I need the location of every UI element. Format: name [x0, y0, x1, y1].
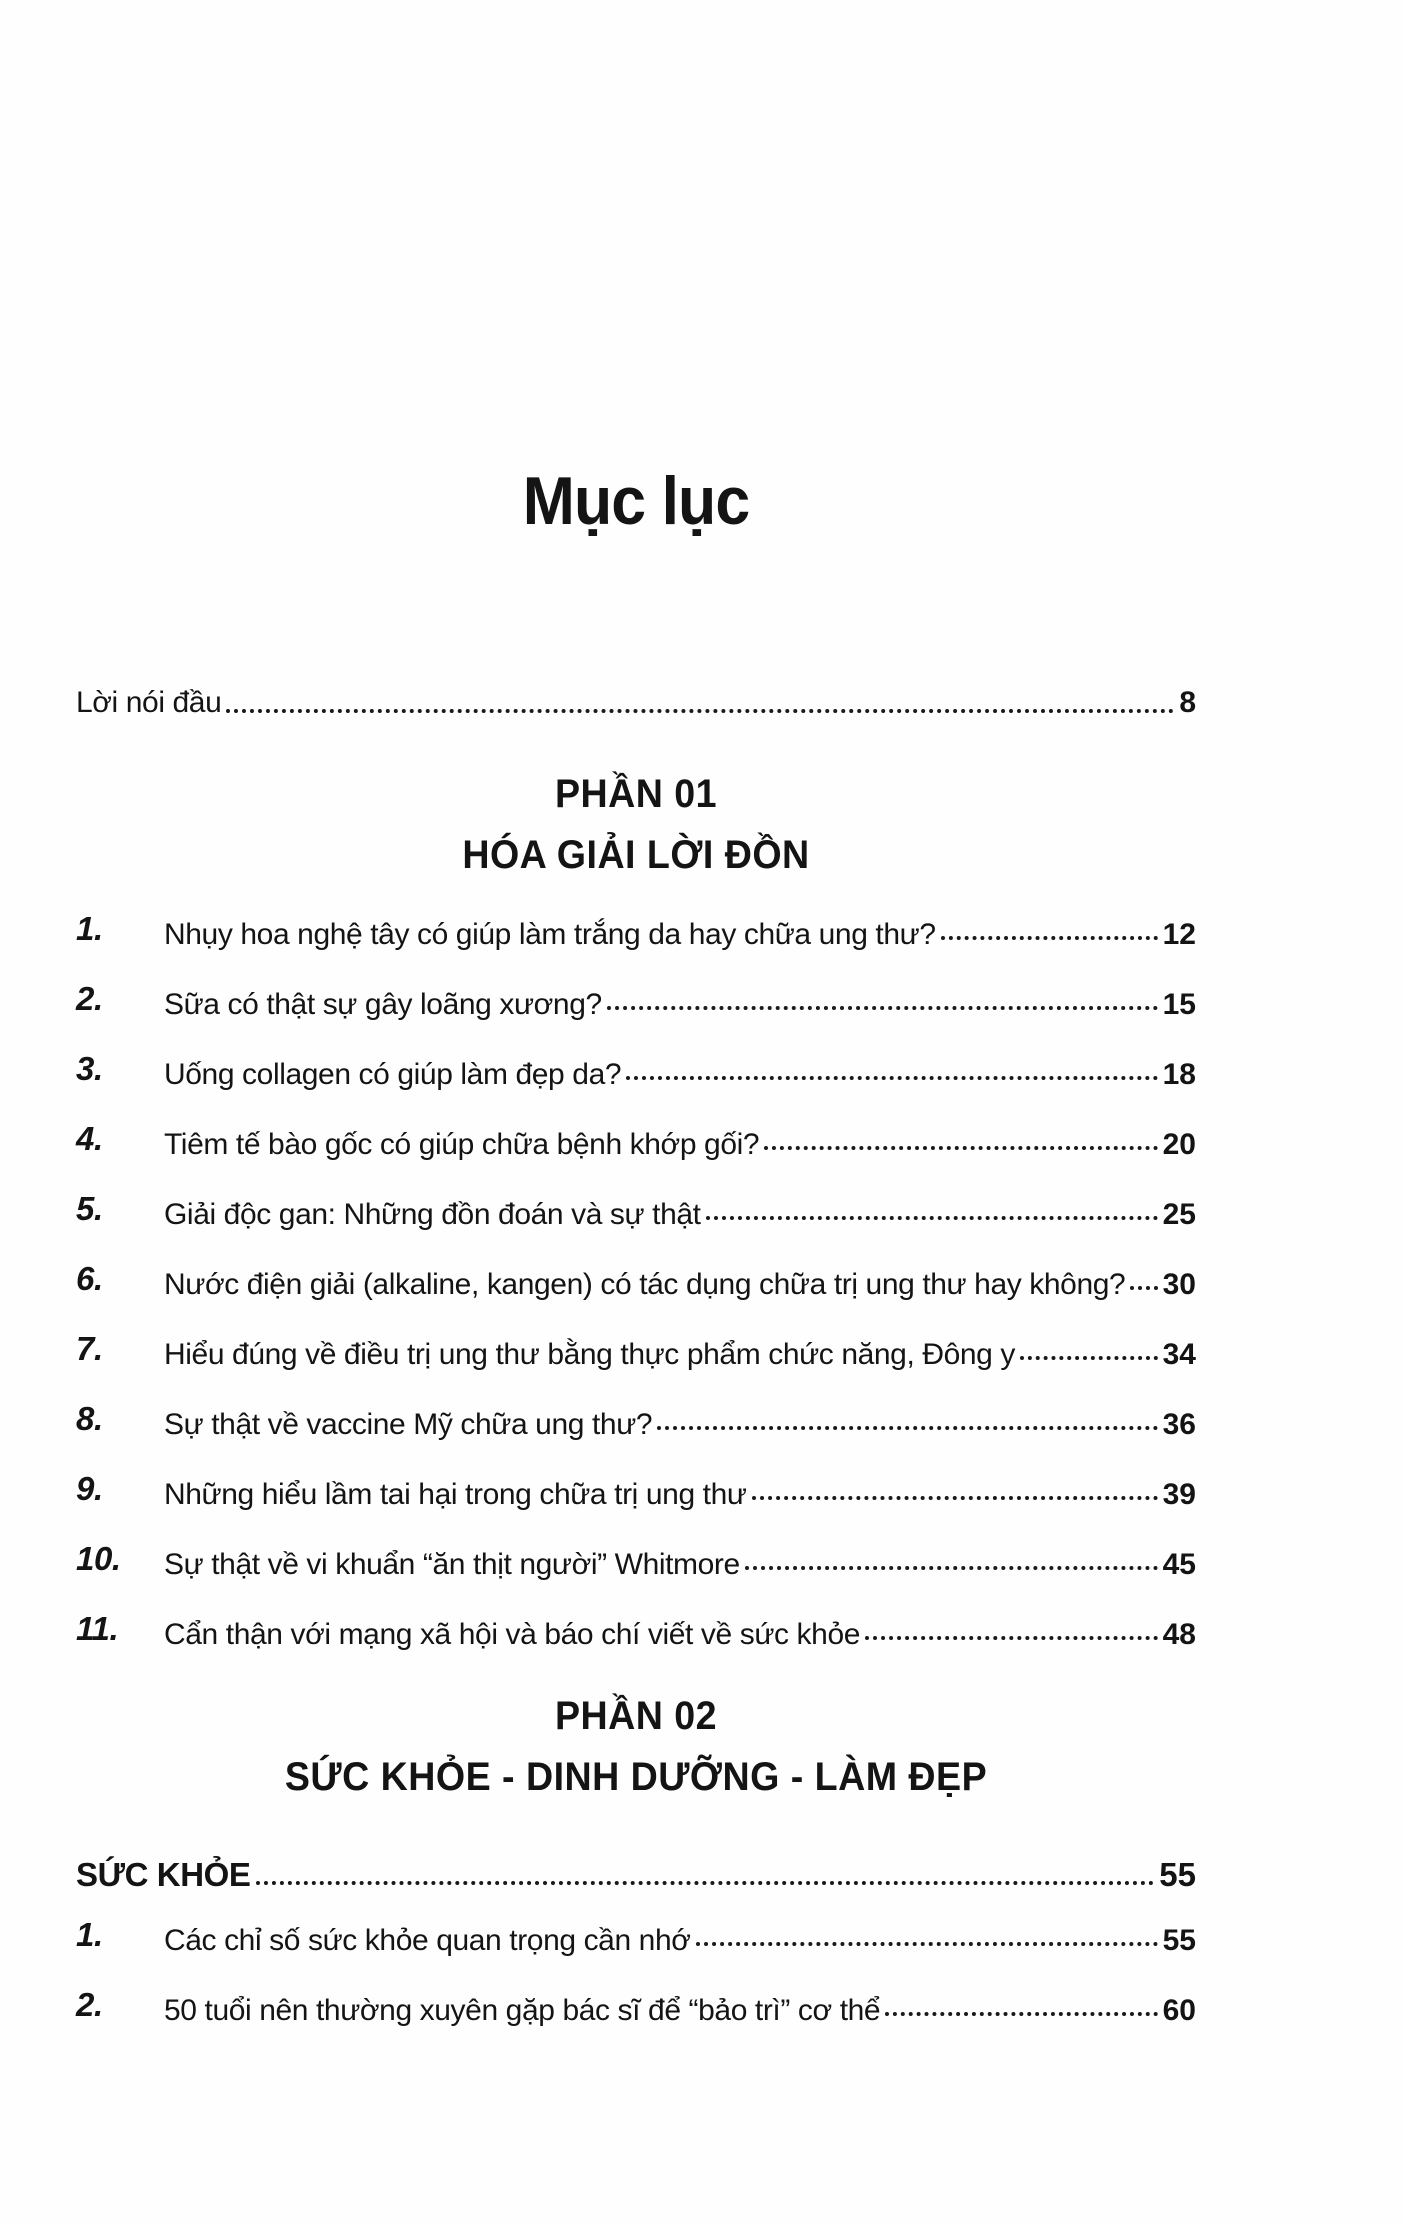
dot-leader: [752, 1496, 1158, 1500]
subsection-title: SỨC KHỎE: [76, 1856, 251, 1893]
entry-number: 11.: [76, 1610, 119, 1647]
entry-title: Sự thật về vi khuẩn “ăn thịt người” Whitmore: [164, 1548, 740, 1581]
toc-entry: [76, 1384, 1196, 1454]
entry-page-number: 55: [1162, 1924, 1196, 1957]
dot-leader: [657, 1426, 1157, 1430]
part1-heading: [110, 772, 1163, 878]
entry-title: Hiểu đúng về điều trị ung thư bằng thực phẩm chức năng, Đông y: [164, 1338, 1015, 1371]
toc-entry: [76, 1104, 1196, 1174]
entry-page-number: 36: [1162, 1408, 1196, 1441]
toc-entry: [76, 964, 1196, 1034]
subsection-page-number: 55: [1159, 1856, 1196, 1893]
entry-page-number: 48: [1162, 1618, 1196, 1651]
toc-entry: [76, 1900, 1196, 1970]
entry-title: Tiêm tế bào gốc có giúp chữa bệnh khớp gối?: [164, 1128, 760, 1161]
toc-entry: [76, 1454, 1196, 1524]
entry-title: Cẩn thận với mạng xã hội và báo chí viết về sức khỏe: [164, 1618, 861, 1651]
entry-page-number: 15: [1162, 988, 1196, 1021]
entry-number: 2.: [76, 1986, 103, 2023]
dot-leader: [745, 1566, 1158, 1570]
entry-number: 10.: [76, 1540, 121, 1577]
toc-entry: [76, 1970, 1196, 2040]
part2-items: [76, 1900, 1196, 2040]
dot-leader: [626, 1076, 1157, 1080]
toc-entry: [76, 1174, 1196, 1244]
part1-kicker: PHẦN 01: [554, 772, 718, 816]
entry-number: 6.: [76, 1260, 103, 1297]
entry-number: 1.: [76, 910, 103, 947]
entry-title: Sự thật về vaccine Mỹ chữa ung thư?: [164, 1408, 653, 1441]
toc-entry: [76, 1594, 1196, 1664]
entry-page-number: 12: [1162, 918, 1196, 951]
part1-items: [76, 894, 1196, 1664]
entry-number: 1.: [76, 1916, 103, 1953]
entry-number: 2.: [76, 980, 103, 1017]
entry-title: Nhụy hoa nghệ tây có giúp làm trắng da hay chữa ung thư?: [164, 918, 936, 951]
dot-leader: [226, 709, 1174, 713]
toc-entry: [76, 1244, 1196, 1314]
entry-number: 5.: [76, 1190, 103, 1227]
entry-title: Các chỉ số sức khỏe quan trọng cần nhớ: [164, 1924, 691, 1957]
entry-number: 9.: [76, 1470, 103, 1507]
dot-leader: [607, 1006, 1158, 1010]
entry-page-number: 20: [1162, 1128, 1196, 1161]
toc-entry: [76, 894, 1196, 964]
entry-title: Những hiểu lầm tai hại trong chữa trị ung thư: [164, 1478, 747, 1511]
toc-entry: [76, 1314, 1196, 1384]
part1-name: HÓA GIẢI LỜI ĐỒN: [462, 833, 810, 877]
dot-leader: [865, 1636, 1158, 1640]
entry-page-number: 60: [1162, 1994, 1196, 2027]
entry-page-number: 8: [1179, 686, 1196, 719]
dot-leader: [256, 1881, 1155, 1885]
entry-title: 50 tuổi nên thường xuyên gặp bác sĩ để “bảo trì” cơ thể: [164, 1994, 881, 2027]
entry-page-number: 18: [1162, 1058, 1196, 1091]
part2-kicker: PHẦN 02: [554, 1694, 718, 1738]
dot-leader: [941, 936, 1158, 940]
part2-name: SỨC KHỎE - DINH DƯỠNG - LÀM ĐẸP: [284, 1755, 988, 1799]
dot-leader: [1130, 1286, 1157, 1290]
entry-page-number: 34: [1162, 1338, 1196, 1371]
page-title: Mục lục: [522, 463, 750, 539]
entry-page-number: 45: [1162, 1548, 1196, 1581]
entry-page-number: 30: [1162, 1268, 1196, 1301]
part2-heading: [110, 1694, 1163, 1800]
entry-number: 3.: [76, 1050, 103, 1087]
toc-content: [76, 0, 1196, 2040]
entry-title: Sữa có thật sự gây loãng xương?: [164, 988, 602, 1021]
entry-number: 7.: [76, 1330, 103, 1367]
dot-leader: [1020, 1356, 1158, 1360]
entry-page-number: 39: [1162, 1478, 1196, 1511]
entry-title: Nước điện giải (alkaline, kangen) có tác dụng chữa trị ung thư hay không?: [164, 1268, 1126, 1301]
entry-title: Giải độc gan: Những đồn đoán và sự thật: [164, 1198, 701, 1231]
toc-entry-preface: [76, 686, 1196, 720]
entry-title: Lời nói đầu: [76, 686, 222, 719]
dot-leader: [706, 1216, 1158, 1220]
entry-number: 4.: [76, 1120, 103, 1157]
dot-leader: [885, 2012, 1157, 2016]
dot-leader: [696, 1942, 1158, 1946]
entry-page-number: 25: [1162, 1198, 1196, 1231]
dot-leader: [764, 1146, 1157, 1150]
toc-entry: [76, 1034, 1196, 1104]
entry-title: Uống collagen có giúp làm đẹp da?: [164, 1058, 622, 1091]
subsection-suc-khoe: [76, 1838, 1196, 1894]
toc-entry: [76, 1524, 1196, 1594]
entry-number: 8.: [76, 1400, 103, 1437]
